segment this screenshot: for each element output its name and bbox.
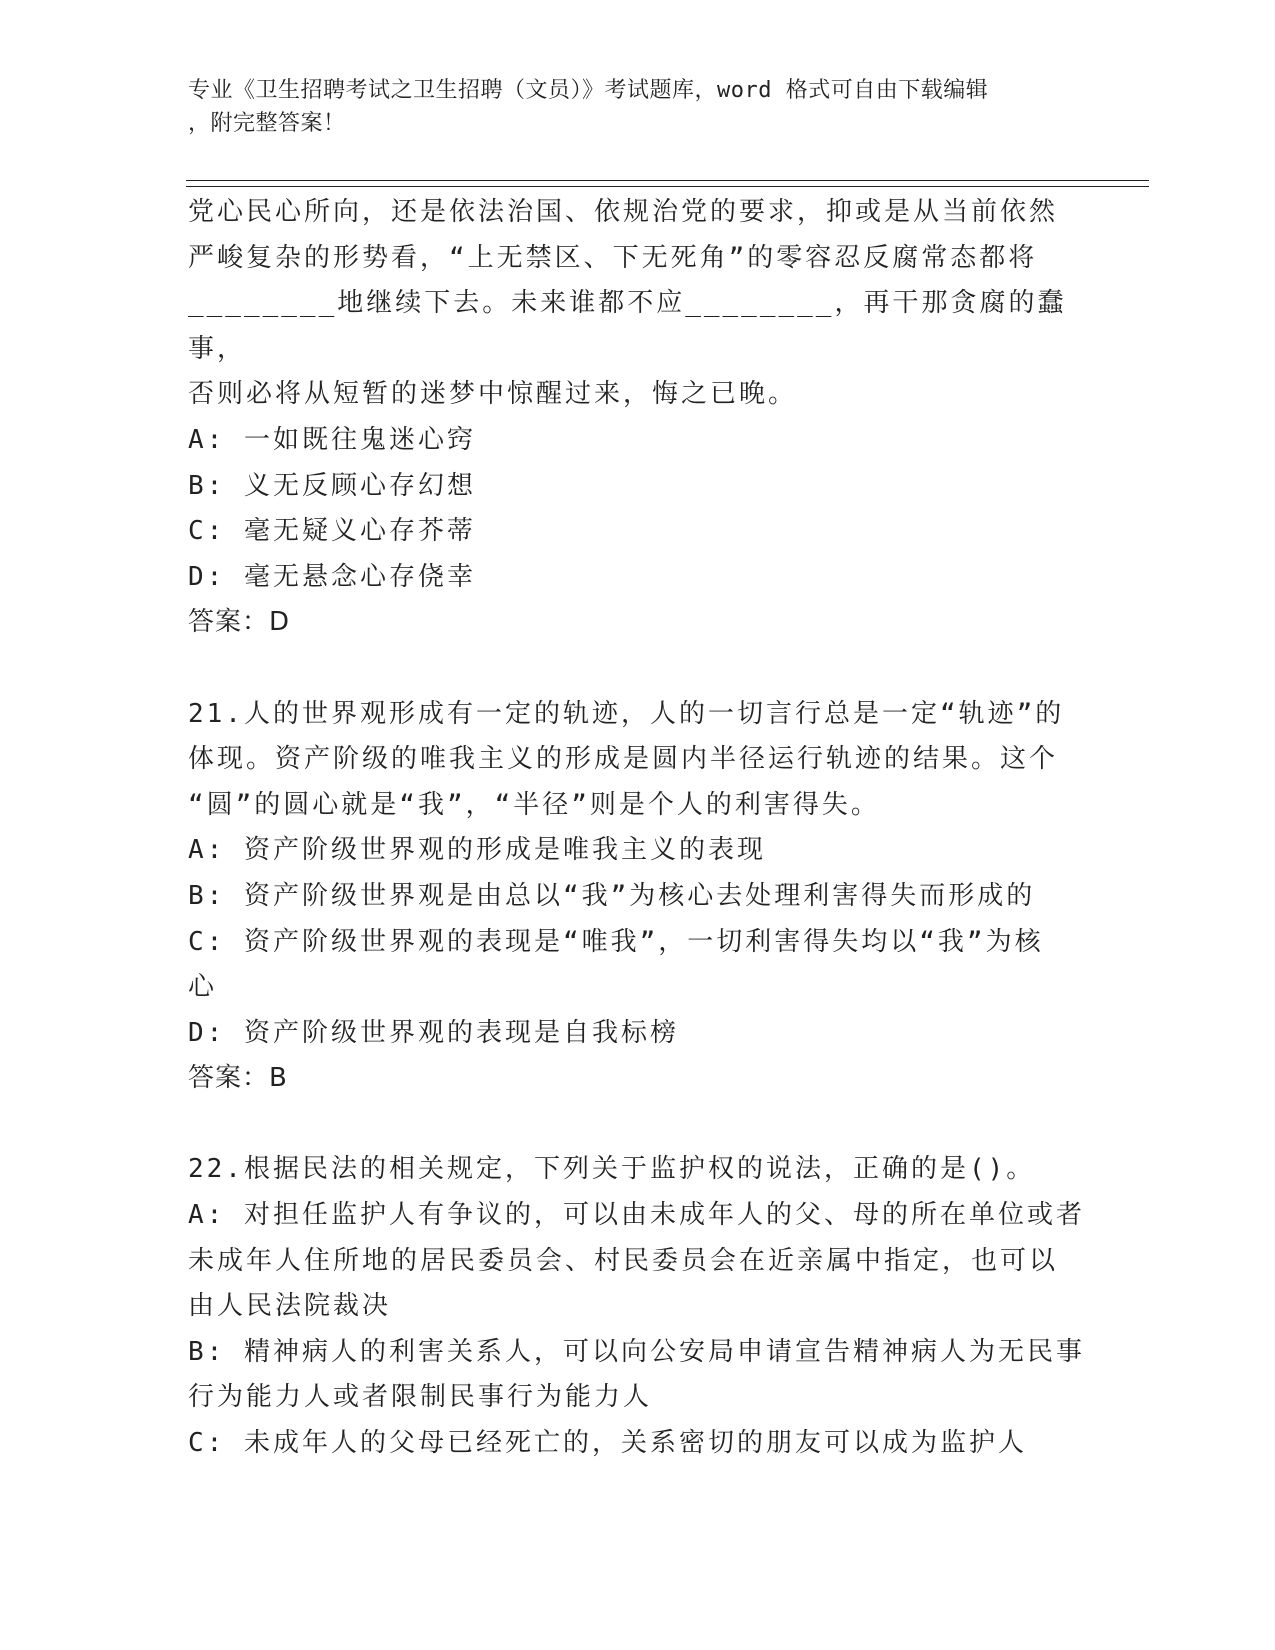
question-spacer [188,646,1088,692]
option-d: D: 毫无悬念心存侥幸 [188,561,476,592]
question-stem-line: ________地继续下去。未来谁都不应________，再干那贪腐的蠢事， [188,288,1067,364]
header-line-1: 专业《卫生招聘考试之卫生招聘（文员）》考试题库，word 格式可自由下载编辑 [188,78,989,103]
option-a: A: 资产阶级世界观的形成是唯我主义的表现 [188,835,766,866]
option-c: C: 资产阶级世界观的表现是“唯我”，一切利害得失均以“我”为核 [188,926,1044,957]
header-line-2: ，附完整答案！ [188,111,346,136]
answer-line: 答案：B [188,1063,288,1094]
question-20 [188,190,1088,646]
option-c: C: 未成年人的父母已经死亡的，关系密切的朋友可以成为监护人 [188,1428,1027,1459]
question-stem-line: 严峻复杂的形势看，“上无禁区、下无死角”的零容忍反腐常态都将 [188,242,1038,273]
question-22 [188,1147,1088,1466]
option-b: B: 义无反顾心存幻想 [188,470,476,501]
option-a: A: 对担任监护人有争议的，可以由未成年人的父、母的所在单位或者 [188,1200,1085,1231]
option-b-continued: 行为能力人或者限制民事行为能力人 [188,1382,653,1413]
question-stem-line: 22.根据民法的相关规定，下列关于监护权的说法，正确的是()。 [188,1154,1036,1185]
header-rule-bottom [186,186,1149,187]
option-d: D: 资产阶级世界观的表现是自我标榜 [188,1017,679,1048]
option-a-continued: 由人民法院裁决 [188,1291,392,1322]
option-a-continued: 未成年人住所地的居民委员会、村民委员会在近亲属中指定，也可以 [188,1245,1059,1276]
question-stem-line: “圆”的圆心就是“我”，“半径”则是个人的利害得失。 [188,789,880,820]
question-content [188,190,1088,1467]
option-c-continued: 心 [188,972,218,1003]
question-stem-line: 体现。资产阶级的唯我主义的形成是圆内半径运行轨迹的结果。这个 [188,744,1059,775]
option-b: B: 资产阶级世界观是由总以“我”为核心去处理利害得失而形成的 [188,880,1036,911]
question-21 [188,692,1088,1102]
document-header [188,74,1068,140]
question-stem-line: 否则必将从短暂的迷梦中惊醒过来，悔之已晚。 [188,379,798,410]
question-stem-line: 党心民心所向，还是依法治国、依规治党的要求，抑或是从当前依然 [188,197,1059,227]
option-a: A: 一如既往鬼迷心窍 [188,424,476,455]
option-c: C: 毫无疑义心存芥蒂 [188,516,476,547]
question-spacer [188,1102,1088,1148]
question-stem-line: 21.人的世界观形成有一定的轨迹，人的一切言行总是一定“轨迹”的 [188,698,1065,729]
answer-line: 答案：D [188,607,291,638]
header-rule-top [186,180,1149,181]
option-b: B: 精神病人的利害关系人，可以向公安局申请宣告精神病人为无民事 [188,1336,1085,1367]
